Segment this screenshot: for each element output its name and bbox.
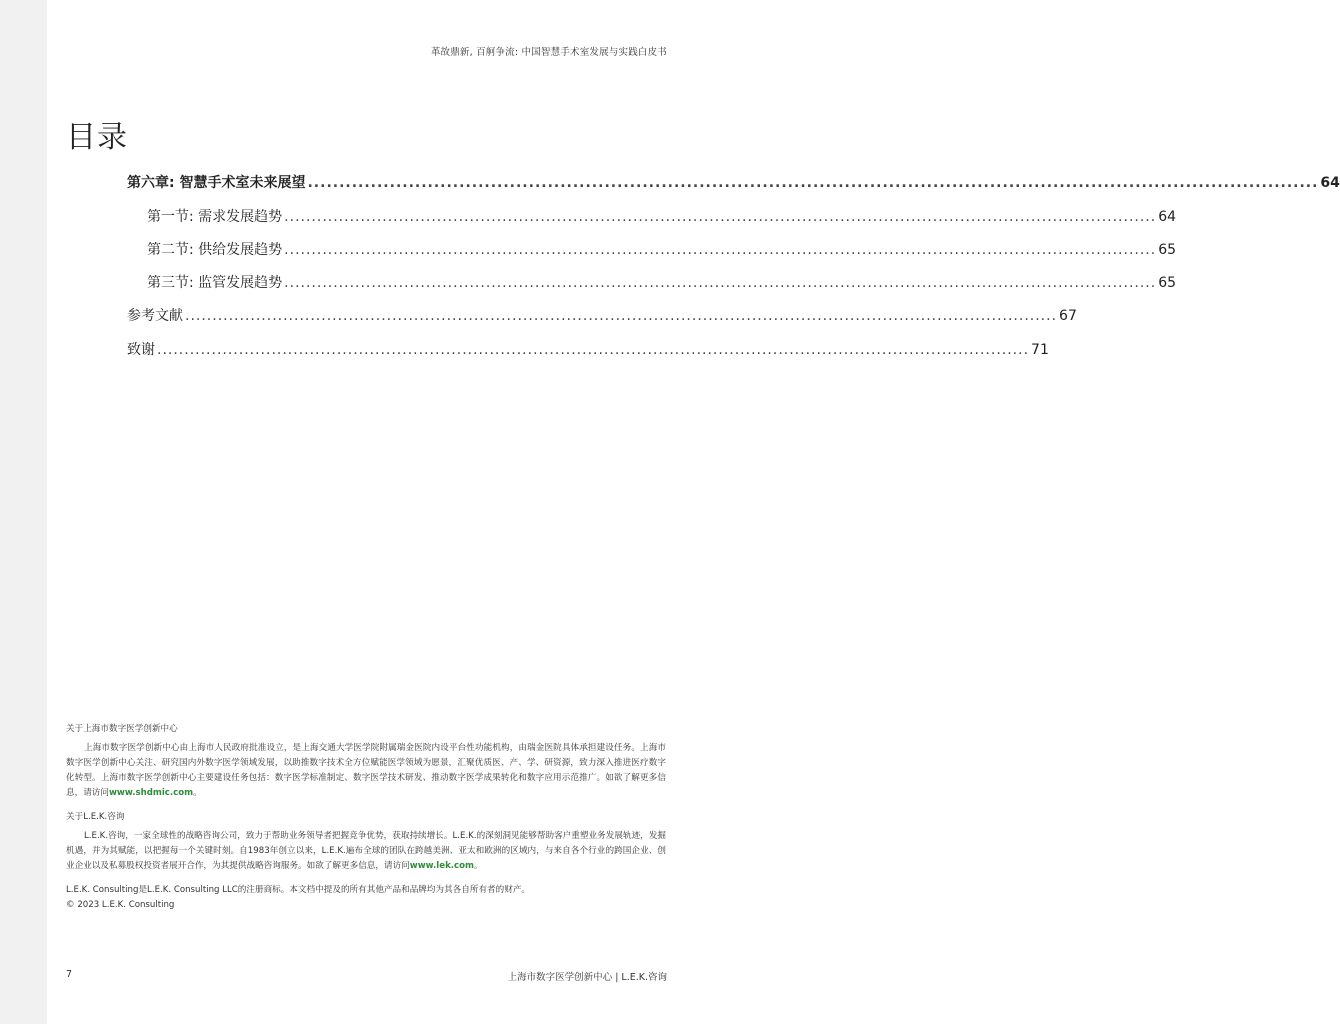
toc-entry-label: 第一节: 需求发展趋势: [147, 209, 283, 225]
toc-entry-label: 参考文献: [127, 308, 183, 324]
toc-entry[interactable]: [127, 339, 1049, 359]
toc-title: 目录: [66, 120, 128, 155]
toc-leader-dots: ................................................................................................................................................................: [284, 242, 1157, 258]
toc-entry[interactable]: [127, 305, 1077, 325]
toc-leader-dots: ................................................................................................................................................................: [284, 209, 1157, 225]
toc-entry-label: 第二节: 供给发展趋势: [147, 242, 283, 258]
toc-entry-label: 第三节: 监管发展趋势: [147, 275, 283, 291]
about-lek-heading: 关于L.E.K.咨询: [66, 812, 125, 822]
shdmic-link[interactable]: www.shdmic.com: [108, 788, 194, 798]
toc-entry-page: 64: [1320, 175, 1340, 191]
about-center-heading: 关于上海市数字医学创新中心: [66, 724, 178, 734]
about-lek-text: [66, 829, 666, 874]
about-center-body: 上海市数字医学创新中心由上海市人民政府批准设立，是上海交通大学医学院附属瑞金医院内设平台性功能机构，由瑞金医院具体承担建设任务。上海市数字医学创新中心关注、研究国内外数字医学领域发展，以助推数字技术全方位赋能医学领域为愿景，汇聚优质医、产、学、研资源，致力深入推进医疗数字化转型。上海市数字医学创新中心主要建设任务包括：数字医学标准制定、数字医学技术研发、推动数字医学成果转化和数字应用示范推广。如欲了解更多信息，请访问: [66, 743, 666, 798]
about-section: [66, 722, 666, 913]
toc-leader-dots: ................................................................................................................................................................: [185, 308, 1058, 324]
lek-link[interactable]: www.lek.com: [409, 861, 475, 871]
toc-entry[interactable]: [147, 272, 1177, 292]
toc-entry-page: 65: [1158, 275, 1177, 291]
about-center-text: [66, 741, 666, 801]
copyright-notice: © 2023 L.E.K. Consulting: [66, 900, 175, 910]
toc-entry-page: 67: [1059, 308, 1077, 324]
footer-organizations: 上海市数字医学创新中心 | L.E.K.咨询: [507, 972, 667, 983]
page-number: 7: [66, 969, 73, 980]
about-lek-suffix: 。: [474, 861, 483, 871]
toc-leader-dots: ................................................................................................................................................................: [157, 342, 1030, 358]
about-center-suffix: 。: [193, 788, 202, 798]
toc-entry-label: 第六章: 智慧手术室未来展望: [127, 175, 306, 191]
toc-entry-label: 致谢: [127, 342, 155, 358]
toc-entry-page: 71: [1031, 342, 1049, 358]
left-margin-strip: [0, 0, 47, 1024]
trademark-notice: L.E.K. Consulting是L.E.K. Consulting LLC的注册商标。本文档中提及的所有其他产品和品牌均为其各自所有者的财产。: [66, 885, 531, 895]
toc-entry[interactable]: [127, 172, 1340, 192]
running-header: 革故鼎新, 百舸争流: 中国智慧手术室发展与实践白皮书: [430, 47, 667, 58]
toc-leader-dots: ................................................................................................................................................................: [307, 175, 1319, 191]
toc-entry-page: 64: [1158, 209, 1177, 225]
toc-leader-dots: ................................................................................................................................................................: [284, 275, 1157, 291]
toc-entry-page: 65: [1158, 242, 1177, 258]
toc-entry[interactable]: [147, 239, 1177, 259]
toc-entry[interactable]: [147, 206, 1177, 226]
about-lek-body: L.E.K.咨询，一家全球性的战略咨询公司，致力于帮助业务领导者把握竞争优势，获取持续增长。L.E.K.的深刻洞见能够帮助客户重塑业务发展轨迹，发掘机遇，并为其赋能，以把握每一个关键时刻。自1983年创立以来，L.E.K.遍布全球的团队在跨越美洲、亚太和欧洲的区域内，与来自各个行业的跨国企业、创业企业以及私募股权投资者展开合作，为其提供战略咨询服务。如欲了解更多信息，请访问: [66, 831, 666, 871]
